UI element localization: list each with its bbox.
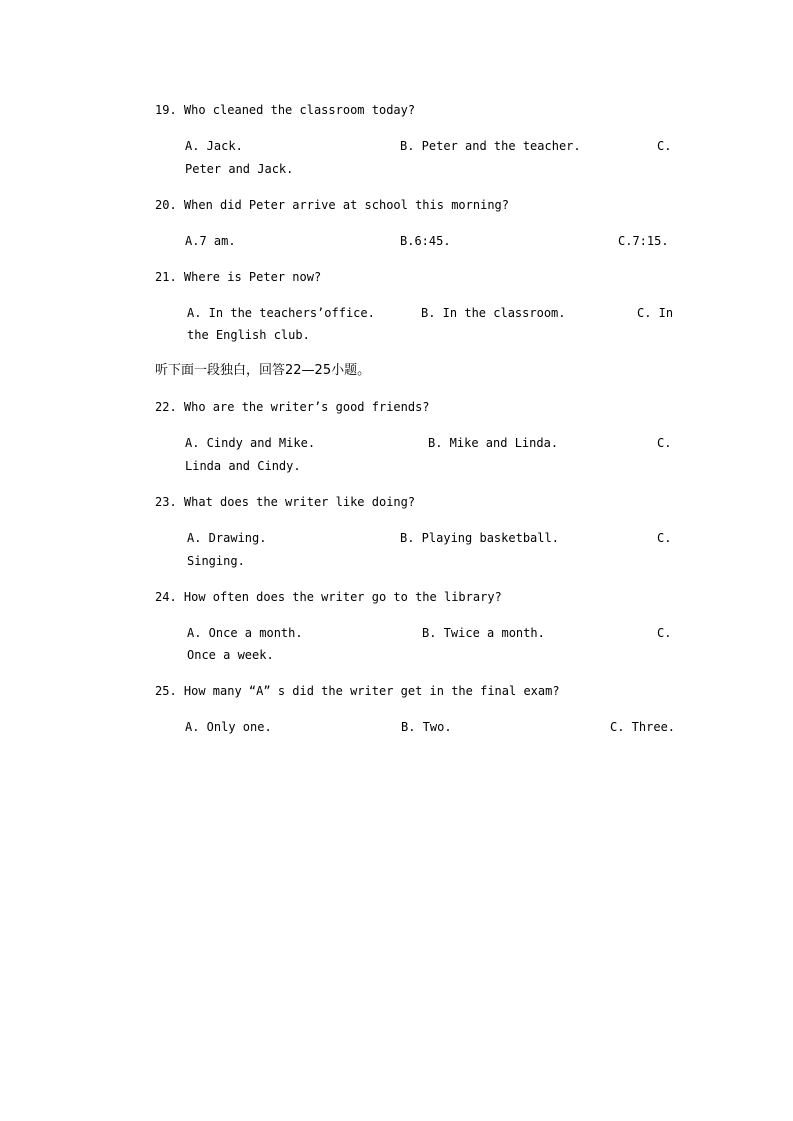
question-23-option-c: C. <box>657 531 672 545</box>
question-23-option-b: B. Playing basketball. <box>400 531 559 545</box>
question-19-option-a: A. Jack. <box>185 139 243 153</box>
section-instruction: 听下面一段独白，回答22—25小题。 <box>155 363 371 378</box>
question-19-option-c-continued: Peter and Jack. <box>185 162 294 176</box>
question-25-option-a: A. Only one. <box>185 720 272 734</box>
question-21-stem: 21. Where is Peter now? <box>155 270 322 284</box>
question-25-stem: 25. How many “A” s did the writer get in the final exam? <box>155 684 560 698</box>
question-23-option-c-continued: Singing. <box>187 554 245 568</box>
question-20-option-b: B.6:45. <box>400 234 451 248</box>
question-21-option-a: A. In the teachers’office. <box>187 306 375 320</box>
question-24-option-b: B. Twice a month. <box>422 626 545 640</box>
question-24-stem: 24. How often does the writer go to the library? <box>155 590 502 604</box>
question-22-option-c-continued: Linda and Cindy. <box>185 459 301 473</box>
question-22-stem: 22. Who are the writer’s good friends? <box>155 400 430 414</box>
question-24-option-c: C. <box>657 626 672 640</box>
question-21-option-c: C. In <box>637 306 674 320</box>
question-19-option-b: B. Peter and the teacher. <box>400 139 581 153</box>
question-24-option-c-continued: Once a week. <box>187 648 274 662</box>
question-24-option-a: A. Once a month. <box>187 626 303 640</box>
question-19-option-c: C. <box>657 139 672 153</box>
question-25-option-c: C. Three. <box>610 720 676 734</box>
question-23-stem: 23. What does the writer like doing? <box>155 495 416 509</box>
question-21-option-c-continued: the English club. <box>187 328 310 342</box>
question-20-option-c: C.7:15. <box>618 234 669 248</box>
question-23-option-a: A. Drawing. <box>187 531 267 545</box>
question-19-stem: 19. Who cleaned the classroom today? <box>155 103 416 117</box>
question-22-option-b: B. Mike and Linda. <box>428 436 559 450</box>
question-21-option-b: B. In the classroom. <box>421 306 566 320</box>
question-22-option-c: C. <box>657 436 672 450</box>
question-20-option-a: A.7 am. <box>185 234 236 248</box>
question-25-option-b: B. Two. <box>401 720 452 734</box>
question-20-stem: 20. When did Peter arrive at school this morning? <box>155 198 510 212</box>
question-22-option-a: A. Cindy and Mike. <box>185 436 316 450</box>
